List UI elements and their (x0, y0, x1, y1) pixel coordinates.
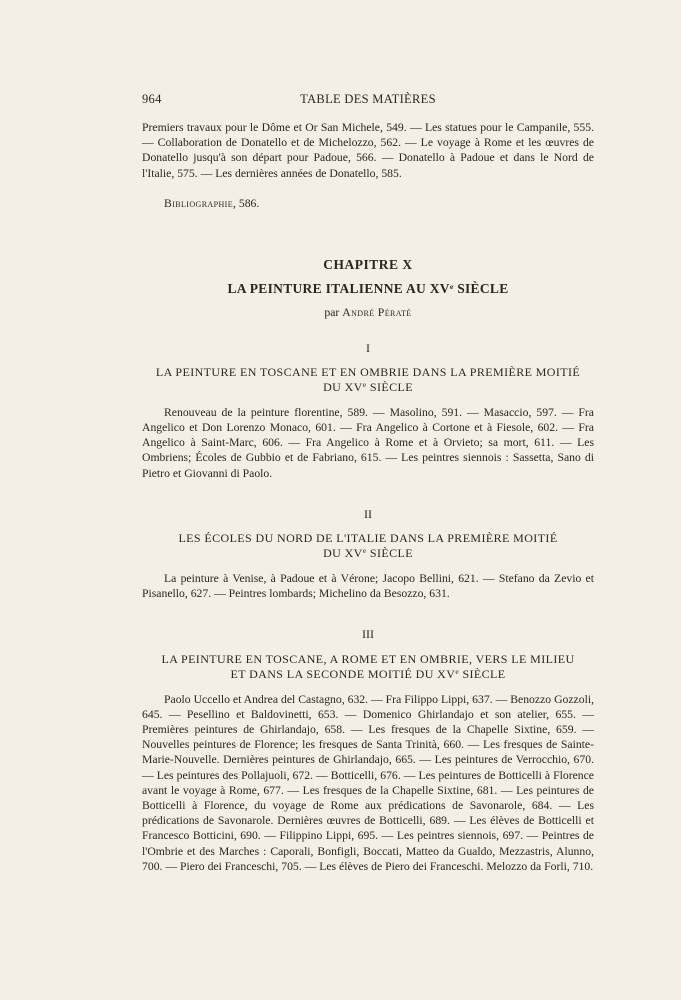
section-title-line: LA PEINTURE EN TOSCANE, A ROME ET EN OMBRIE, VERS LE MILIEU (161, 651, 575, 666)
section-title (142, 652, 594, 682)
section-body: Renouveau de la peinture florentine, 589. — Masolino, 591. — Masaccio, 597. — Fra Angelico et Don Lorenzo Monaco, 601. — Fra Angelico à Cortone et à Fiesole, 602. — Fra Angelico à Saint-Marc, 606. — Fra Angelico à Rome et à Orvieto; sa mort, 611. — Les Ombriens; Écoles de Gubbio et de Fabriano, 615. — Les peintres siennois : Sassetta, Sano di Pietro et Giovanni di Paolo. (142, 405, 594, 480)
section-title-line (142, 546, 594, 561)
section-title-line: LA PEINTURE EN TOSCANE ET EN OMBRIE DANS LA PREMIÈRE MOITIÉ (155, 364, 581, 379)
section-numeral: I (366, 340, 370, 355)
running-title: TABLE DES MATIÈRES (300, 92, 436, 106)
section-title-line (142, 667, 594, 682)
section-body: La peinture à Venise, à Padoue et à Vérone; Jacopo Bellini, 621. — Stefano da Zevio et Pisanello, 627. — Peintres lombards; Michelino da Besozzo, 631. (142, 572, 594, 601)
section-title (142, 531, 594, 561)
section-title-text: SIÈCLE (459, 666, 506, 681)
bibliography-line (142, 196, 594, 211)
chapter-number: CHAPITRE X (323, 257, 413, 273)
bibliography-page: , 586. (233, 196, 260, 210)
section-title-line (142, 380, 594, 395)
chapter-author (142, 305, 594, 320)
section-numeral: III (362, 627, 374, 642)
bibliography-label: Bibliographie (164, 196, 233, 210)
section-title-text: SIÈCLE (366, 379, 413, 394)
section-title-superscript: e (362, 546, 367, 556)
author-prefix: par (324, 306, 343, 320)
page-number: 964 (142, 92, 162, 106)
section-title-text: ET DANS LA SECONDE MOITIÉ DU XV (230, 666, 456, 681)
section-title-text: DU XV (323, 546, 363, 561)
section-title-superscript: e (455, 666, 460, 676)
section-numeral: II (364, 506, 372, 521)
chapter-title (142, 281, 594, 296)
page-content (142, 120, 594, 874)
section-title-line: LES ÉCOLES DU NORD DE L'ITALIE DANS LA PREMIÈRE MOITIÉ (178, 531, 558, 546)
section-title (142, 365, 594, 395)
chapter-title-superscript: e (449, 282, 454, 292)
section-body: Paolo Uccello et Andrea del Castagno, 632. — Fra Filippo Lippi, 637. — Benozzo Gozzoli, 645. — Pesellino et Baldovinetti, 653. — Domenico Ghirlandajo et son atelier, 655. — Premières peintures de Ghirlandajo, 658. — Les fresques de la Chapelle Sixtine, 659. — Nouvelles peintures de Florence; les fresques de Santa Trinità, 660. — Les fresques de Sainte-Marie-Nouvelle. Dernières peintures de Ghirlandajo, 665. — Les peintures de Verrocchio, 670. — Les peintures des Pollajuoli, 672. — Botticelli, 676. — Les peintures de Botticelli à Florence avant le voyage à Rome, 677. — Les fresques de la Chapelle Sixtine, 681. — Les peintures de Botticelli à Florence, du voyage de Rome aux prédications de Savonarole, 684. — Les prédications de Savonarole. Dernières œuvres de Botticelli, 689. — Les élèves de Botticelli et Francesco Botticini, 690. — Filippino Lippi, 695. — Les peintres siennois, 697. — Peintres de l'Ombrie et des Marches : Caporali, Bonfigli, Boccati, Matteo da Gualdo, Mezzastris, Alunno, 700. — Piero dei Franceschi, 705. — Les élèves de Piero dei Franceschi. Melozzo da Forli, 710. (142, 692, 594, 873)
intro-paragraph: Premiers travaux pour le Dôme et Or San Michele, 549. — Les statues pour le Campanile, 555. — Collaboration de Donatello et de Michelozzo, 562. — Le voyage à Rome et les œuvres de Donatello jusqu'à son départ pour Padoue, 566. — Donatello à Padoue et dans le Nord de l'Italie, 575. — Les dernières années de Donatello, 585. (142, 121, 594, 180)
chapter-title-main: LA PEINTURE ITALIENNE AU XV (227, 281, 450, 297)
section-title-text: DU XV (323, 379, 363, 394)
section-title-superscript: e (362, 379, 367, 389)
chapter-title-end: SIÈCLE (453, 281, 509, 297)
section-title-text: SIÈCLE (366, 546, 413, 561)
author-name: André Pératé (342, 306, 412, 320)
